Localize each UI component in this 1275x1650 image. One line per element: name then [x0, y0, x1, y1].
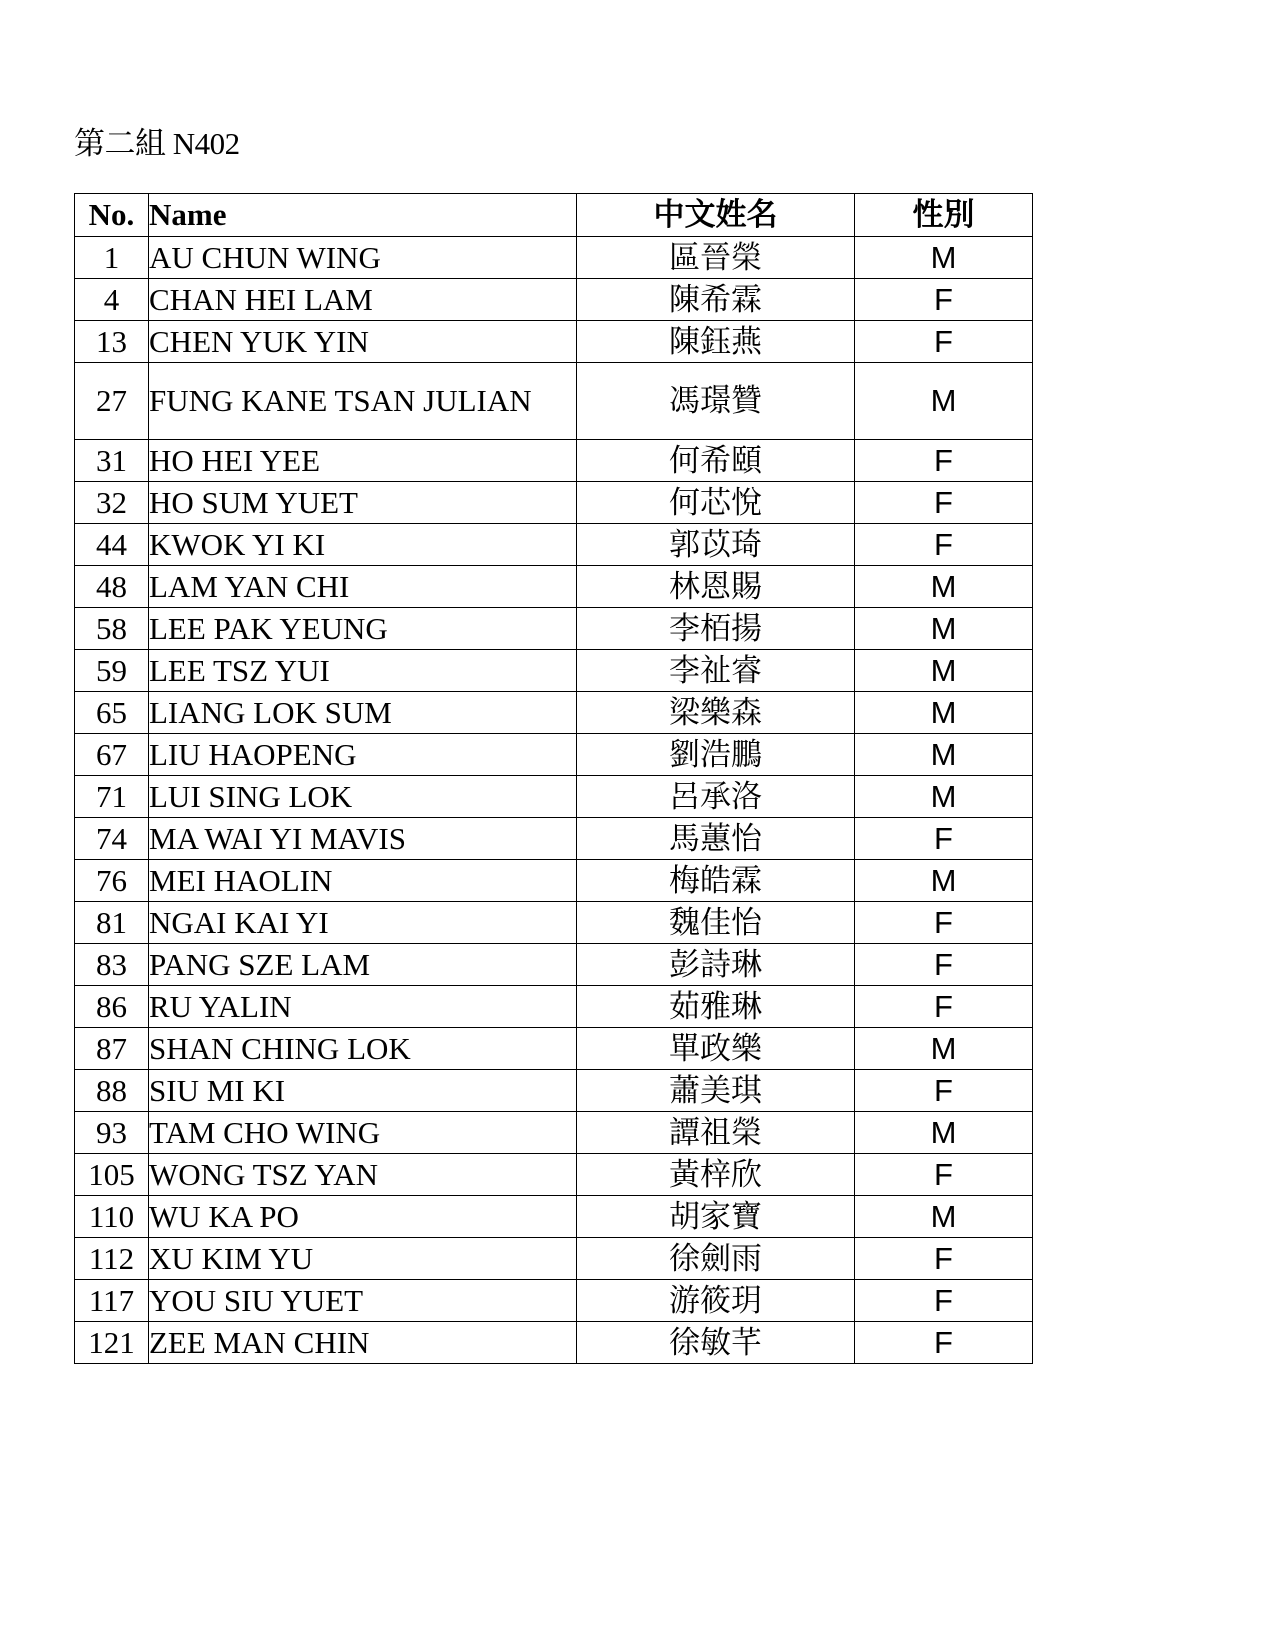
row-gender: M [855, 237, 1033, 279]
table-row [75, 734, 1033, 776]
table-row [75, 776, 1033, 818]
row-no: 86 [75, 986, 149, 1028]
row-name: SHAN CHING LOK [149, 1028, 577, 1070]
header-name: Name [149, 194, 577, 237]
row-name: ZEE MAN CHIN [149, 1322, 577, 1364]
row-no: 117 [75, 1280, 149, 1322]
row-name: LIU HAOPENG [149, 734, 577, 776]
row-no: 27 [75, 363, 149, 440]
row-gender: F [855, 818, 1033, 860]
row-chinese-name: 游筱玥 [577, 1280, 855, 1322]
row-no: 13 [75, 321, 149, 363]
row-chinese-name: 何希頤 [577, 440, 855, 482]
table-row [75, 902, 1033, 944]
row-name: LEE TSZ YUI [149, 650, 577, 692]
row-chinese-name: 林恩賜 [577, 566, 855, 608]
row-chinese-name: 李祉睿 [577, 650, 855, 692]
row-name: CHEN YUK YIN [149, 321, 577, 363]
row-no: 88 [75, 1070, 149, 1112]
row-chinese-name: 梁樂森 [577, 692, 855, 734]
table-row [75, 524, 1033, 566]
row-gender: F [855, 524, 1033, 566]
row-chinese-name: 胡家寶 [577, 1196, 855, 1238]
row-gender: M [855, 692, 1033, 734]
row-name: CHAN HEI LAM [149, 279, 577, 321]
row-no: 67 [75, 734, 149, 776]
row-no: 32 [75, 482, 149, 524]
row-chinese-name: 呂承洛 [577, 776, 855, 818]
row-chinese-name: 何芯悅 [577, 482, 855, 524]
table-row [75, 1322, 1033, 1364]
header-no: No. [75, 194, 149, 237]
table-row [75, 566, 1033, 608]
row-name: WU KA PO [149, 1196, 577, 1238]
row-gender: F [855, 440, 1033, 482]
row-gender: M [855, 1028, 1033, 1070]
row-no: 48 [75, 566, 149, 608]
row-gender: F [855, 902, 1033, 944]
row-no: 112 [75, 1238, 149, 1280]
row-gender: M [855, 776, 1033, 818]
row-gender: F [855, 986, 1033, 1028]
row-no: 83 [75, 944, 149, 986]
row-no: 105 [75, 1154, 149, 1196]
row-gender: F [855, 279, 1033, 321]
row-name: MA WAI YI MAVIS [149, 818, 577, 860]
row-gender: M [855, 650, 1033, 692]
row-no: 71 [75, 776, 149, 818]
row-gender: F [855, 1154, 1033, 1196]
row-chinese-name: 馮璟贊 [577, 363, 855, 440]
table-row [75, 1154, 1033, 1196]
row-name: PANG SZE LAM [149, 944, 577, 986]
table-row [75, 482, 1033, 524]
row-gender: F [855, 1238, 1033, 1280]
row-chinese-name: 單政樂 [577, 1028, 855, 1070]
header-gender: 性別 [855, 194, 1033, 237]
table-row [75, 860, 1033, 902]
row-name: NGAI KAI YI [149, 902, 577, 944]
row-gender: M [855, 1112, 1033, 1154]
row-gender: F [855, 482, 1033, 524]
table-row [75, 944, 1033, 986]
row-chinese-name: 馬蕙怡 [577, 818, 855, 860]
row-no: 44 [75, 524, 149, 566]
row-no: 58 [75, 608, 149, 650]
row-chinese-name: 郭苡琦 [577, 524, 855, 566]
row-gender: M [855, 734, 1033, 776]
row-name: KWOK YI KI [149, 524, 577, 566]
row-no: 59 [75, 650, 149, 692]
row-gender: F [855, 1322, 1033, 1364]
row-chinese-name: 區晉榮 [577, 237, 855, 279]
row-chinese-name: 蕭美琪 [577, 1070, 855, 1112]
row-chinese-name: 徐劍雨 [577, 1238, 855, 1280]
table-row [75, 321, 1033, 363]
table-row [75, 1196, 1033, 1238]
row-gender: M [855, 608, 1033, 650]
table-row [75, 608, 1033, 650]
row-chinese-name: 陳鈺燕 [577, 321, 855, 363]
row-name: HO HEI YEE [149, 440, 577, 482]
row-name: SIU MI KI [149, 1070, 577, 1112]
table-row [75, 1280, 1033, 1322]
row-no: 4 [75, 279, 149, 321]
table-row [75, 1028, 1033, 1070]
row-name: AU CHUN WING [149, 237, 577, 279]
row-no: 74 [75, 818, 149, 860]
row-name: YOU SIU YUET [149, 1280, 577, 1322]
row-name: LEE PAK YEUNG [149, 608, 577, 650]
row-no: 87 [75, 1028, 149, 1070]
row-name: WONG TSZ YAN [149, 1154, 577, 1196]
table-body [75, 237, 1033, 1364]
student-roster-table [74, 193, 1033, 1364]
table-row [75, 818, 1033, 860]
row-gender: F [855, 1280, 1033, 1322]
row-chinese-name: 梅皓霖 [577, 860, 855, 902]
row-chinese-name: 劉浩鵬 [577, 734, 855, 776]
table-row [75, 692, 1033, 734]
table-row [75, 650, 1033, 692]
row-gender: M [855, 1196, 1033, 1238]
row-name: HO SUM YUET [149, 482, 577, 524]
row-no: 31 [75, 440, 149, 482]
row-name: LAM YAN CHI [149, 566, 577, 608]
row-gender: F [855, 321, 1033, 363]
row-name: LIANG LOK SUM [149, 692, 577, 734]
row-gender: M [855, 566, 1033, 608]
row-name: TAM CHO WING [149, 1112, 577, 1154]
row-chinese-name: 黃梓欣 [577, 1154, 855, 1196]
row-chinese-name: 李栢揚 [577, 608, 855, 650]
page-title: 第二組 N402 [74, 126, 240, 161]
row-name: FUNG KANE TSAN JULIAN [149, 363, 577, 440]
table-row [75, 1070, 1033, 1112]
row-chinese-name: 陳希霖 [577, 279, 855, 321]
table-header-row [75, 194, 1033, 237]
row-name: RU YALIN [149, 986, 577, 1028]
row-no: 76 [75, 860, 149, 902]
row-chinese-name: 茹雅琳 [577, 986, 855, 1028]
row-no: 81 [75, 902, 149, 944]
row-no: 65 [75, 692, 149, 734]
row-name: MEI HAOLIN [149, 860, 577, 902]
header-chinese-name: 中文姓名 [577, 194, 855, 237]
table-row [75, 237, 1033, 279]
row-no: 93 [75, 1112, 149, 1154]
row-name: XU KIM YU [149, 1238, 577, 1280]
row-no: 121 [75, 1322, 149, 1364]
row-gender: M [855, 860, 1033, 902]
row-chinese-name: 魏佳怡 [577, 902, 855, 944]
row-gender: F [855, 944, 1033, 986]
row-name: LUI SING LOK [149, 776, 577, 818]
table-row [75, 363, 1033, 440]
row-chinese-name: 徐敏芊 [577, 1322, 855, 1364]
row-no: 110 [75, 1196, 149, 1238]
table-row [75, 279, 1033, 321]
row-no: 1 [75, 237, 149, 279]
row-chinese-name: 譚祖榮 [577, 1112, 855, 1154]
table-row [75, 986, 1033, 1028]
table-row [75, 1112, 1033, 1154]
table-row [75, 1238, 1033, 1280]
row-gender: M [855, 363, 1033, 440]
table-row [75, 440, 1033, 482]
row-gender: F [855, 1070, 1033, 1112]
row-chinese-name: 彭詩琳 [577, 944, 855, 986]
